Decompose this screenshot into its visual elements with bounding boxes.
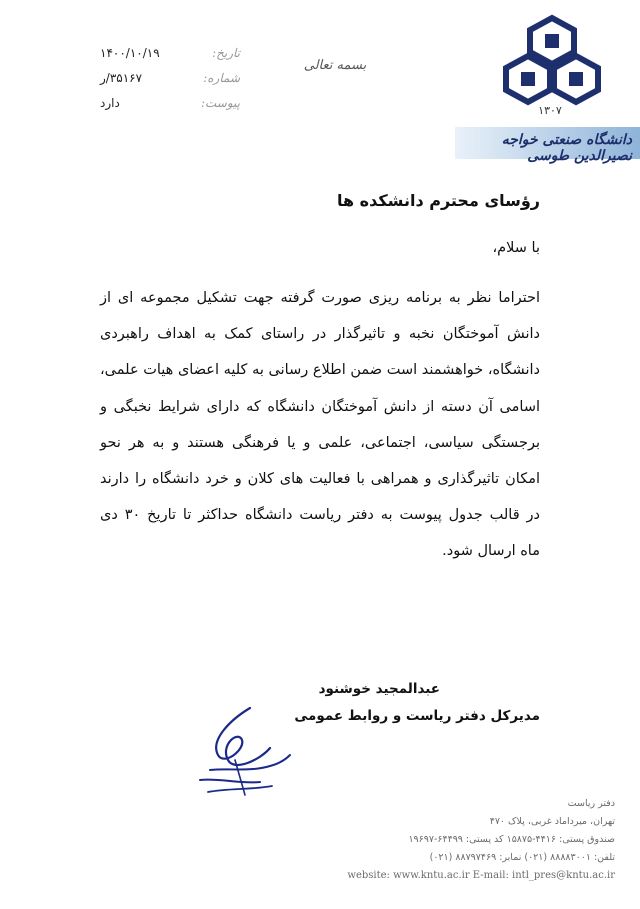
kntu-logo-icon (498, 14, 606, 118)
letter-body (100, 280, 540, 570)
number-value: ۳۵۱۶۷/ر (100, 70, 143, 85)
letter-footer (340, 795, 615, 885)
footer-office: دفتر ریاست (567, 798, 615, 809)
date-value: ۱۴۰۰/۱۰/۱۹ (100, 45, 160, 60)
letter-greeting: با سلام، (492, 240, 540, 256)
body-line: دانشگاه، خواهشمند است ضمن اطلاع رسانی به کلیه اعضای هیات علمی، (100, 362, 540, 379)
footer-phone: تلفن: ۸۸۸۸۳۰۰۱ (۰۲۱) نمابر: ۸۸۷۹۷۴۶۹ (۰۲۱) (429, 852, 615, 863)
body-line: امکان تاثیرگذاری و همراهی با فعالیت های کلان و خرد دانشگاه را دارند (100, 470, 540, 487)
body-line: ماه ارسال شود. (442, 543, 540, 560)
signatory-name: عبدالمجید خوشنود (318, 681, 440, 697)
footer-address: تهران، میرداماد غربی، پلاک ۴۷۰ (489, 816, 615, 827)
body-line: احتراما نظر به برنامه ریزی صورت گرفته جهت تشکیل مجموعه ای از (100, 290, 540, 306)
footer-web: website: www.kntu.ac.ir E-mail: intl_pres@kntu.ac.ir (347, 870, 615, 881)
founding-year: ۱۳۰۷ (538, 104, 562, 117)
body-line: دانش آموختگان نخبه و تاثیرگذار در راستای کمک به اهداف راهبردی (100, 326, 540, 343)
date-row (100, 40, 240, 65)
date-label: تاریخ: (212, 45, 240, 60)
letter-meta (100, 40, 240, 115)
signatory-title: مدیرکل دفتر ریاست و روابط عمومی (294, 708, 540, 724)
signature-scribble-icon (190, 700, 300, 810)
attachment-row (100, 90, 240, 115)
body-line: در قالب جدول پیوست به دفتر ریاست دانشگاه حداکثر تا تاریخ ۳۰ دی (100, 507, 540, 524)
handwritten-signature (190, 700, 300, 810)
body-line: برجستگی سیاسی، اجتماعی، علمی و یا فرهنگی هستند و به هر نحو (100, 434, 540, 451)
university-logo (498, 14, 606, 118)
university-name: دانشگاه صنعتی خواجه نصیرالدین طوسی (501, 132, 632, 164)
number-row (100, 65, 240, 90)
footer-po-box: صندوق پستی: ۴۴۱۶-۱۵۸۷۵ کد پستی: ۶۴۴۹۹-۱۹۶۹۷ (408, 834, 615, 845)
body-line: اسامی آن دسته از دانش آموختگان دانشگاه که دارای شرایط نخبگی و (100, 398, 540, 415)
bismillah-heading: بسمه تعالی (303, 58, 367, 73)
letter-recipient: رؤسای محترم دانشکده ها (337, 191, 540, 210)
attachment-label: پیوست: (200, 95, 240, 110)
attachment-value: دارد (100, 95, 120, 110)
number-label: شماره: (203, 70, 240, 85)
